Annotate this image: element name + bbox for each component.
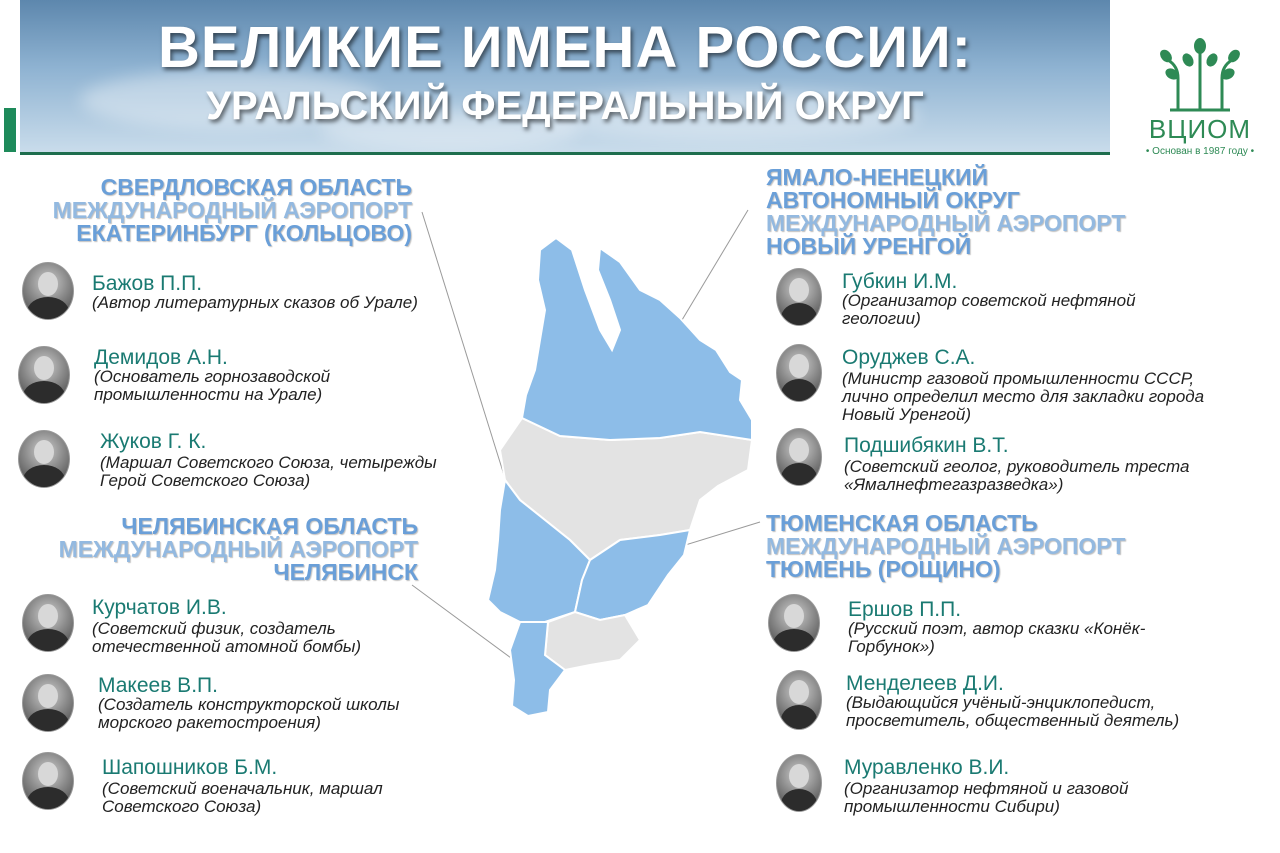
person-description: (Создатель конструкторской школы — [98, 695, 400, 714]
person-name: Курчатов И.В. — [92, 596, 227, 619]
portrait-photo — [22, 594, 74, 652]
airport-label: МЕЖДУНАРОДНЫЙ АЭРОПОРТ — [58, 536, 418, 562]
region-name: ТЮМЕНСКАЯ ОБЛАСТЬ — [766, 510, 1038, 536]
airport-name: ЧЕЛЯБИНСК — [273, 559, 418, 585]
person-description-2: морского ракетостроения) — [98, 713, 321, 732]
airport-label: МЕЖДУНАРОДНЫЙ АЭРОПОРТ — [766, 210, 1126, 236]
person-description: (Выдающийся учёный-энциклопедист, — [846, 693, 1156, 712]
logo-name: ВЦИОМ — [1148, 114, 1252, 144]
person-name: Ершов П.П. — [848, 598, 962, 621]
airport-name: НОВЫЙ УРЕНГОЙ — [766, 233, 972, 259]
person-description-2: промышленности Сибири) — [844, 797, 1060, 816]
region-label-yamal — [766, 166, 1166, 258]
portrait-photo — [776, 344, 822, 402]
person-description: (Советский геолог, руководитель треста — [844, 457, 1190, 476]
person-description: (Советский физик, создатель — [92, 619, 336, 638]
logo-tagline: • Основан в 1987 году • — [1145, 146, 1255, 157]
portrait-photo — [22, 262, 74, 320]
portrait-photo — [768, 594, 820, 652]
region-name-2: АВТОНОМНЫЙ ОКРУГ — [766, 187, 1020, 213]
portrait-photo — [776, 754, 822, 812]
portrait-photo — [776, 670, 822, 730]
region-name: СВЕРДЛОВСКАЯ ОБЛАСТЬ — [100, 174, 412, 200]
person-description: (Организатор нефтяной и газовой — [844, 779, 1129, 798]
region-name: ЧЕЛЯБИНСКАЯ ОБЛАСТЬ — [121, 513, 418, 539]
portrait-photo — [776, 428, 822, 486]
portrait-photo — [18, 430, 70, 488]
person-name: Жуков Г. К. — [100, 430, 207, 453]
person-description-2: Советского Союза) — [102, 797, 262, 816]
person-description: (Министр газовой промышленности СССР, — [842, 369, 1195, 388]
person-name: Демидов А.Н. — [94, 346, 228, 369]
person-description: (Маршал Советского Союза, четырежды — [100, 453, 437, 472]
person-description-2: просветитель, общественный деятель) — [846, 711, 1180, 730]
person-name: Муравленко В.И. — [844, 756, 1010, 779]
portrait-photo — [776, 268, 822, 326]
person-description-2: Герой Советского Союза) — [100, 471, 311, 490]
person-description-2: Горбунок») — [848, 637, 935, 656]
person-description: (Основатель горнозаводской — [94, 367, 331, 386]
airport-name: ТЮМЕНЬ (РОЩИНО) — [766, 556, 1001, 582]
airport-label: МЕЖДУНАРОДНЫЙ АЭРОПОРТ — [52, 197, 412, 223]
person-name: Бажов П.П. — [92, 272, 203, 295]
airport-label: МЕЖДУНАРОДНЫЙ АЭРОПОРТ — [766, 533, 1126, 559]
region-label-sverdlovsk — [0, 176, 412, 245]
region-neighbour-grey — [545, 612, 640, 670]
region-yamal — [522, 238, 752, 440]
person-description: (Советский военачальник, маршал — [102, 779, 383, 798]
person-description: (Организатор советской нефтяной — [842, 291, 1136, 310]
person-description-2: промышленности на Урале) — [94, 385, 323, 404]
person-description-2: геологии) — [842, 309, 921, 328]
page-title: ВЕЛИКИЕ ИМЕНА РОССИИ: — [158, 15, 972, 80]
region-label-tyumen — [766, 512, 1166, 581]
person-description-2: отечественной атомной бомбы) — [92, 637, 362, 656]
portrait-photo — [22, 752, 74, 810]
person-name: Оруджев С.А. — [842, 346, 976, 369]
page-subtitle: УРАЛЬСКИЙ ФЕДЕРАЛЬНЫЙ ОКРУГ — [206, 84, 924, 128]
person-name: Подшибякин В.Т. — [844, 434, 1009, 457]
person-description-3: Новый Уренгой) — [842, 405, 971, 424]
portrait-photo — [18, 346, 70, 404]
region-name: ЯМАЛО-НЕНЕЦКИЙ — [766, 164, 989, 190]
person-description-2: лично определил место для закладки города — [842, 387, 1205, 406]
airport-name: ЕКАТЕРИНБУРГ (КОЛЬЦОВО) — [76, 220, 412, 246]
person-name: Губкин И.М. — [842, 270, 958, 293]
person-description: (Автор литературных сказов об Урале) — [92, 293, 418, 312]
region-label-chelyabinsk — [0, 515, 418, 584]
person-description-2: «Ямалнефтегазразведка») — [844, 475, 1064, 494]
portrait-photo — [22, 674, 74, 732]
person-description: (Русский поэт, автор сказки «Конёк- — [848, 619, 1146, 638]
person-name: Шапошников Б.М. — [102, 756, 278, 779]
person-name: Менделеев Д.И. — [846, 672, 1004, 695]
person-name: Макеев В.П. — [98, 674, 218, 697]
